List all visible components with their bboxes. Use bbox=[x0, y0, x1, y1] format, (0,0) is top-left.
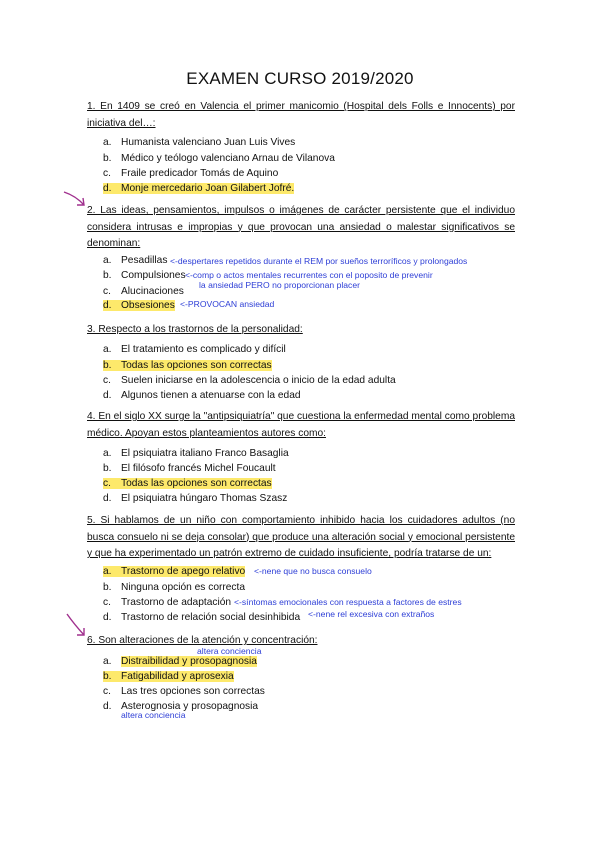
option-6a: a. Distraibilidad y prosopagnosia bbox=[103, 656, 257, 667]
option-5a: a. Trastorno de apego relativo bbox=[103, 566, 246, 577]
note-q2a: <-despertares repetidos durante el REM por sueños terroríficos y prolongados bbox=[170, 256, 468, 266]
question-4-text: 4. En el siglo XX surge la "antipsiquiatría" que cuestiona la enfermedad mental como problema médico. Apoyan estos planteamientos autores como: bbox=[87, 411, 515, 439]
note-q2b-line1: <-comp o actos mentales recurrentes con el poposito de prevenir bbox=[185, 270, 433, 280]
question-1-text: 1. En 1409 se creó en Valencia el primer manicomio (Hospital dels Folls e Innocents) por iniciativa del…: bbox=[87, 101, 515, 129]
option-3b: b. Todas las opciones son correctas bbox=[103, 360, 272, 371]
question-4 bbox=[87, 409, 515, 442]
question-2 bbox=[87, 203, 515, 253]
option-2d: d. Obsesiones bbox=[103, 300, 175, 311]
note-q6-bottom: altera conciencia bbox=[121, 710, 186, 720]
question-5 bbox=[87, 513, 515, 563]
option-3a: a. El tratamiento es complicado y difícil bbox=[103, 344, 286, 355]
option-4a: a. El psiquiatra italiano Franco Basaglia bbox=[103, 448, 289, 459]
option-3d: d. Algunos tienen a atenuarse con la edad bbox=[103, 390, 301, 401]
question-6 bbox=[87, 633, 515, 650]
option-2b: b. Compulsiones bbox=[103, 270, 186, 281]
question-3-text: 3. Respecto a los trastornos de la personalidad: bbox=[87, 324, 303, 335]
option-6c: c. Las tres opciones son correctas bbox=[103, 686, 265, 697]
annotation-arrow-icon bbox=[62, 188, 90, 210]
option-5b: b. Ninguna opción es correcta bbox=[103, 582, 246, 593]
option-2c: c. Alucinaciones bbox=[103, 286, 184, 297]
note-q6-top: altera conciencia bbox=[197, 646, 262, 656]
option-3c: c. Suelen iniciarse en la adolescencia o inicio de la edad adulta bbox=[103, 375, 396, 386]
note-q5d: <-nene rel excesiva con extraños bbox=[308, 609, 435, 619]
option-5c: c. Trastorno de adaptación bbox=[103, 597, 232, 608]
option-1b: b. Médico y teólogo valenciano Arnau de Vilanova bbox=[103, 153, 335, 164]
note-q5a: <-nene que no busca consuelo bbox=[254, 566, 372, 576]
note-q5c: <-síntomas emocionales con respuesta a factores de estres bbox=[234, 597, 462, 607]
option-6d: d. Asterognosia y prosopagnosia bbox=[103, 701, 259, 712]
option-2a: a. Pesadillas bbox=[103, 255, 168, 266]
question-3 bbox=[87, 322, 515, 339]
option-1d: d. Monje mercedario Joan Gilabert Jofré. bbox=[103, 183, 295, 194]
question-2-text: 2. Las ideas, pensamientos, impulsos o imágenes de carácter persistente que el individuo considera intrusas e impropias y que provocan una ansiedad o malestar significativos se denominan: bbox=[87, 205, 515, 249]
question-1 bbox=[87, 99, 515, 132]
option-1c: c. Fraile predicador Tomás de Aquino bbox=[103, 168, 279, 179]
option-4b: b. El filósofo francés Michel Foucault bbox=[103, 463, 276, 474]
question-6-text: 6. Son alteraciones de la atención y concentración: bbox=[87, 635, 318, 646]
question-5-text: 5. Si hablamos de un niño con comportamiento inhibido hacia los cuidadores adultos (no busca consuelo ni se deja consolar) que produce una alteración social y emocional persistente y que ha experimentado un patrón extremo de cuidado insuficiente, podría tratarse de un: bbox=[87, 515, 515, 559]
option-4c: c. Todas las opciones son correctas bbox=[103, 478, 272, 489]
note-q2b-line2: la ansiedad PERO no proporcionan placer bbox=[199, 280, 360, 290]
option-1a: a. Humanista valenciano Juan Luis Vives bbox=[103, 137, 296, 148]
page-title: EXAMEN CURSO 2019/2020 bbox=[186, 69, 414, 88]
option-5d: d. Trastorno de relación social desinhibida bbox=[103, 612, 301, 623]
option-4d: d. El psiquiatra húngaro Thomas Szasz bbox=[103, 493, 288, 504]
option-6b: b. Fatigabilidad y aprosexia bbox=[103, 671, 234, 682]
note-q2d: <-PROVOCAN ansiedad bbox=[180, 299, 275, 309]
